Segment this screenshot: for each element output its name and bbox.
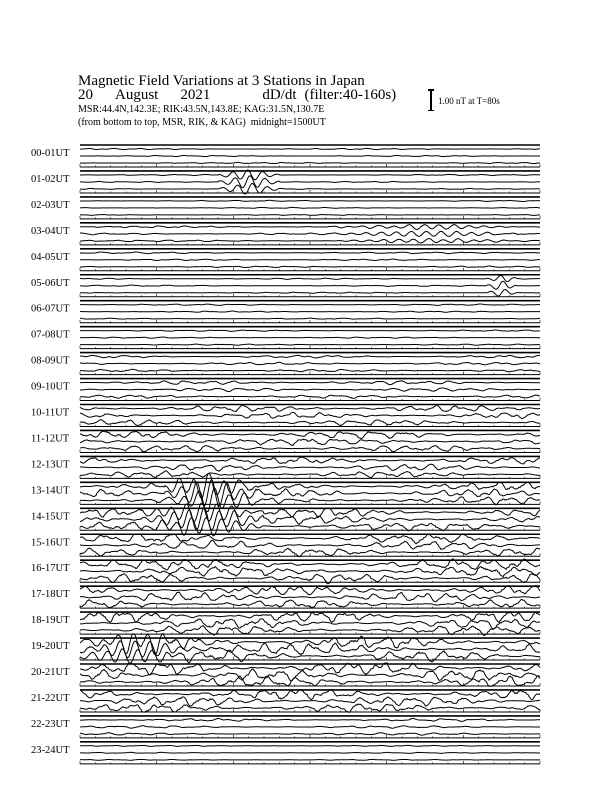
- date-year: 2021: [180, 87, 211, 103]
- row-label: 11-12UT: [31, 433, 70, 445]
- trace-RIK: [80, 362, 540, 365]
- trace-KAG: [80, 457, 540, 464]
- row-label: 04-05UT: [31, 251, 70, 263]
- trace-MSR: [80, 649, 540, 664]
- row-label: 20-21UT: [31, 667, 70, 678]
- row-label: 16-17UT: [31, 563, 70, 575]
- row-label: 23-24UT: [31, 744, 70, 756]
- row-15-16UT: [31, 534, 540, 557]
- trace-RIK: [80, 259, 540, 260]
- trace-KAG: [80, 633, 540, 654]
- row-20-21UT: [31, 663, 540, 687]
- trace-MSR: [80, 759, 540, 760]
- row-18-19UT: [31, 612, 540, 636]
- filter-label: (filter:40-160s): [304, 87, 397, 103]
- row-label: 05-06UT: [31, 277, 70, 289]
- row-07-08UT: [31, 327, 540, 349]
- row-21-22UT: [31, 689, 540, 712]
- trace-KAG: [80, 431, 540, 439]
- row-05-06UT: [31, 275, 540, 297]
- trace-KAG: [80, 148, 540, 149]
- trace-KAG: [80, 252, 540, 254]
- row-label: 01-02UT: [31, 173, 70, 185]
- row-13-14UT: [31, 473, 540, 511]
- trace-KAG: [80, 275, 540, 281]
- trace-KAG: [80, 225, 540, 230]
- row-03-04UT: [31, 223, 540, 245]
- quantity-label: dD/dt: [262, 87, 297, 103]
- row-label: 12-13UT: [31, 459, 70, 471]
- trace-RIK: [80, 311, 540, 312]
- trace-KAG: [80, 718, 540, 721]
- row-02-03UT: [31, 197, 540, 219]
- row-label: 02-03UT: [31, 199, 70, 211]
- row-00-01UT: [31, 145, 540, 167]
- row-19-20UT: [31, 633, 540, 663]
- trace-MSR: [80, 369, 540, 372]
- trace-KAG: [80, 200, 540, 201]
- row-label: 03-04UT: [31, 225, 70, 237]
- trace-MSR: [80, 733, 540, 736]
- trace-RIK: [80, 388, 540, 392]
- trace-RIK: [80, 231, 540, 236]
- row-label: 22-23UT: [31, 718, 70, 730]
- row-label: 17-18UT: [31, 589, 70, 601]
- row-14-15UT: [31, 503, 540, 536]
- trace-RIK: [80, 412, 540, 418]
- date-day: 20: [78, 87, 93, 103]
- row-17-18UT: [31, 585, 540, 608]
- row-label: 19-20UT: [31, 641, 70, 653]
- trace-KAG: [80, 355, 540, 358]
- row-label: 13-14UT: [31, 485, 70, 497]
- trace-KAG: [80, 381, 540, 385]
- row-label: 07-08UT: [31, 329, 70, 341]
- row-label: 14-15UT: [31, 511, 70, 523]
- order-note: (from bottom to top, MSR, RIK, & KAG): [78, 117, 246, 128]
- trace-RIK: [80, 592, 540, 602]
- trace-MSR: [80, 266, 540, 267]
- trace-RIK: [80, 540, 540, 549]
- row-04-05UT: [31, 249, 540, 271]
- trace-KAG: [80, 330, 540, 331]
- trace-RIK: [80, 752, 540, 753]
- trace-KAG: [80, 745, 540, 746]
- trace-KAG: [80, 534, 540, 544]
- row-label: 21-22UT: [31, 692, 70, 704]
- row-06-07UT: [31, 301, 540, 323]
- row-16-17UT: [31, 559, 540, 584]
- trace-MSR: [80, 344, 540, 345]
- scale-label: 1.00 nT at T=80s: [438, 96, 500, 106]
- row-label: 10-11UT: [31, 407, 70, 419]
- row-01-02UT: [31, 170, 540, 194]
- midnight-note: midnight=1500UT: [250, 117, 326, 128]
- row-12-13UT: [31, 456, 540, 478]
- row-label: 00-01UT: [31, 148, 70, 159]
- row-label: 08-09UT: [31, 355, 70, 367]
- station-coordinates: MSR:44.4N,142.3E; RIK:43.5N,143.8E; KAG:31.5N,130.7E: [78, 104, 325, 115]
- trace-RIK: [80, 176, 540, 188]
- trace-RIK: [80, 726, 540, 729]
- row-label: 06-07UT: [31, 303, 70, 315]
- row-label: 15-16UT: [31, 537, 70, 549]
- trace-RIK: [80, 337, 540, 338]
- trace-MSR: [80, 214, 540, 215]
- row-09-10UT: [31, 379, 540, 401]
- row-10-11UT: [31, 405, 540, 427]
- trace-KAG: [80, 689, 540, 699]
- row-22-23UT: [31, 716, 540, 738]
- trace-RIK: [80, 281, 540, 289]
- trace-RIK: [80, 439, 540, 445]
- trace-KAG: [80, 503, 540, 521]
- row-08-09UT: [31, 353, 540, 375]
- trace-KAG: [80, 405, 540, 412]
- row-23-24UT: [31, 742, 540, 764]
- date-month: August: [115, 87, 159, 103]
- trace-RIK: [80, 464, 540, 471]
- row-label: 09-10UT: [31, 381, 70, 393]
- chart-title: Magnetic Field Variations at 3 Stations in Japan: [78, 73, 365, 89]
- row-11-12UT: [31, 430, 540, 452]
- trace-RIK: [80, 207, 540, 208]
- trace-MSR: [80, 162, 540, 163]
- trace-MSR: [80, 600, 540, 608]
- trace-RIK: [80, 155, 540, 156]
- trace-KAG: [80, 304, 540, 305]
- row-label: 18-19UT: [31, 615, 70, 627]
- trace-MSR: [80, 318, 540, 319]
